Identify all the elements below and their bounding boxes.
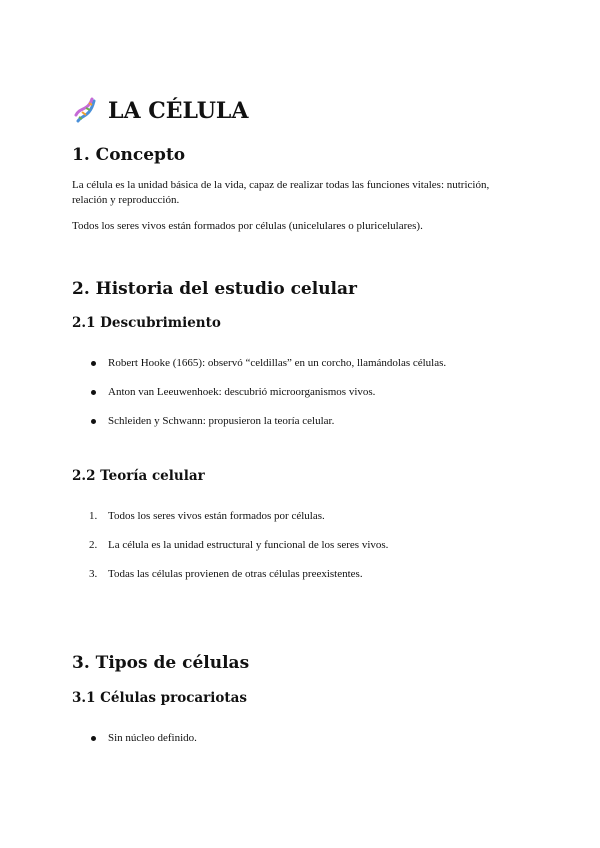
dna-icon [72,97,100,125]
bullet-icon [91,419,96,424]
list-item [72,385,532,400]
list-item-number: 3. [89,568,98,580]
subsection-heading-procariotas: 3.1 Células procariotas [72,690,247,706]
list-item-text: Anton van Leeuwenhoek: descubrió microorganismos vivos. [108,386,376,398]
descubrimiento-list [72,356,532,443]
subsection-heading-teoria-celular: 2.2 Teoría celular [72,468,205,484]
list-item [72,567,532,582]
list-item-text: Todas las células provienen de otras células preexistentes. [108,568,363,580]
teoria-celular-list [72,509,532,596]
concepto-paragraph-2: Todos los seres vivos están formados por células (unicelulares o pluricelulares). [72,220,423,232]
section-heading-tipos: 3. Tipos de células [72,653,250,673]
list-item-text: Sin núcleo definido. [108,732,197,744]
list-item [72,538,532,553]
section-heading-historia: 2. Historia del estudio celular [72,279,357,299]
list-item-number: 1. [89,510,98,522]
list-item-number: 2. [89,539,98,551]
list-item-text: Schleiden y Schwann: propusieron la teoría celular. [108,415,335,427]
section-heading-concepto: 1. Concepto [72,145,186,165]
bullet-icon [91,361,96,366]
list-item [72,414,532,429]
subsection-heading-descubrimiento: 2.1 Descubrimiento [72,315,221,331]
concepto-paragraph-1: La célula es la unidad básica de la vida, capaz de realizar todas las funciones vitales: nutrición, relación y reproducción. [72,179,490,206]
list-item [72,356,532,371]
list-item [72,509,532,524]
list-item-text: La célula es la unidad estructural y funcional de los seres vivos. [108,539,389,551]
list-item [72,731,532,746]
procariotas-list [72,731,532,760]
list-item-text: Robert Hooke (1665): observó “celdillas” en un corcho, llamándolas células. [108,357,447,369]
page-title [72,94,248,128]
page-title-text: LA CÉLULA [108,98,249,124]
list-item-text: Todos los seres vivos están formados por células. [108,510,325,522]
bullet-icon [91,390,96,395]
bullet-icon [91,736,96,741]
